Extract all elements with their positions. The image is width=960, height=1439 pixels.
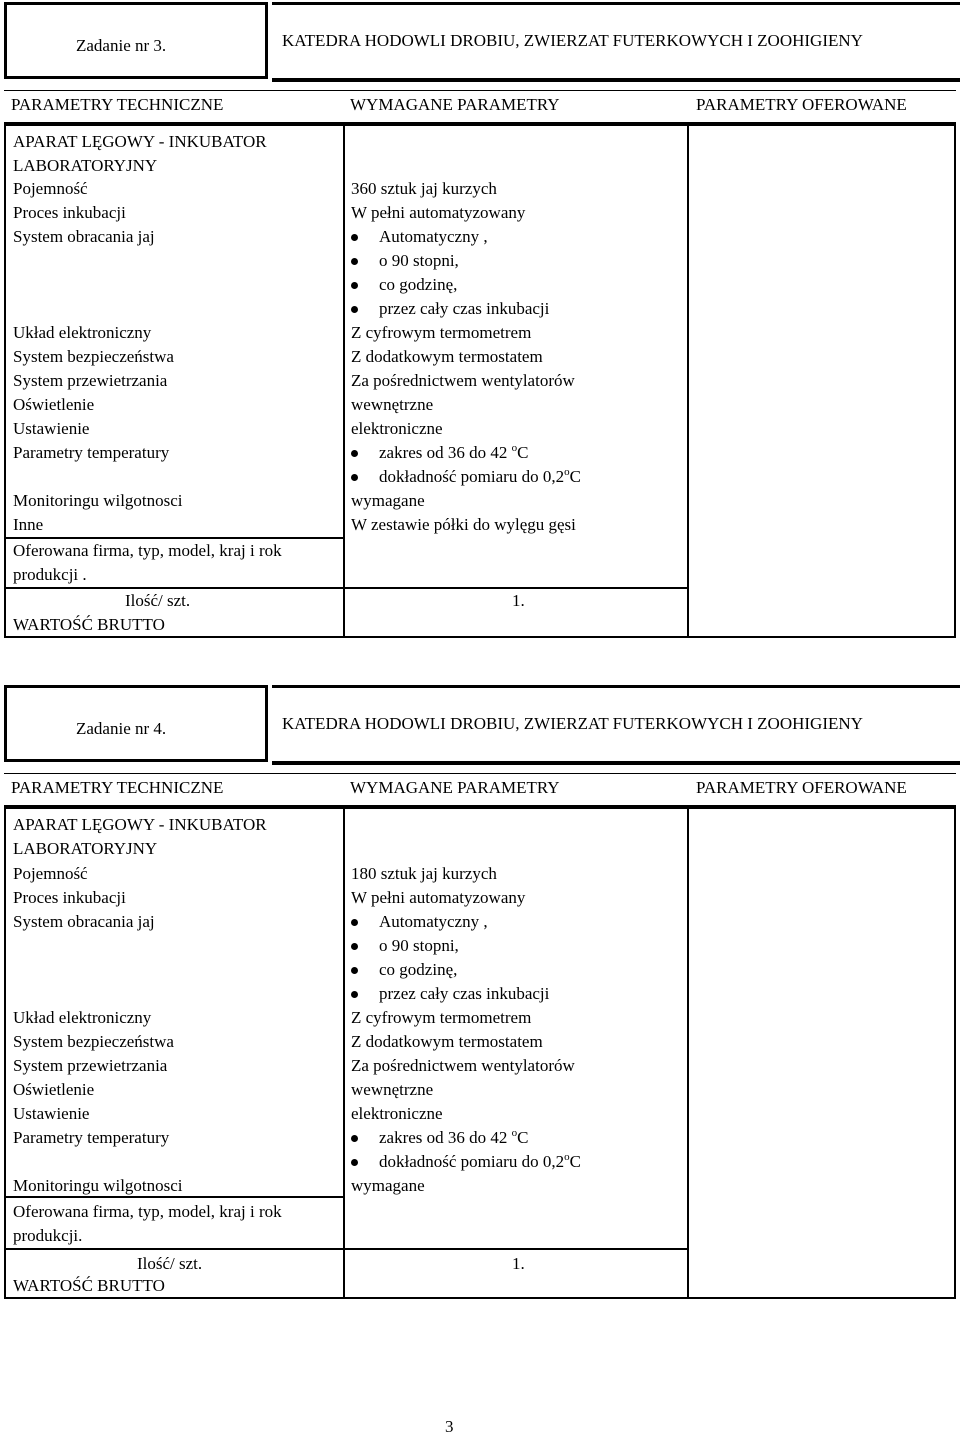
bullet-item: przez cały czas inkubacji <box>379 982 549 1006</box>
column-divider <box>343 126 345 636</box>
bullet-item-temp-accuracy: dokładność pomiaru do 0,2$^o$C <box>379 1150 581 1174</box>
param-label-bezpieczenstwo: System bezpieczeństwa <box>13 1032 174 1051</box>
param-value-przewietrzanie: Za pośrednictwem wentylatorów <box>351 371 575 390</box>
param-value-pojemnosc: 360 sztuk jaj kurzych <box>351 179 497 198</box>
param-value-ustawienie: elektroniczne <box>351 1104 443 1123</box>
page-number: 3 <box>445 1417 454 1436</box>
param-value-proces: W pełni automatyzowany <box>351 888 526 907</box>
column-header-required: WYMAGANE PARAMETRY <box>350 95 560 114</box>
department-name: KATEDRA HODOWLI DROBIU, ZWIERZAT FUTERKOWYCH I ZOOHIGIENY <box>282 31 863 50</box>
row-divider <box>6 587 687 589</box>
param-label-proces: Proces inkubacji <box>13 203 126 222</box>
bullet-item: przez cały czas inkubacji <box>379 297 549 321</box>
column-divider <box>343 809 345 1297</box>
column-header-technical: PARAMETRY TECHNICZNE <box>11 95 224 114</box>
bullet-item: co godzinę, <box>379 958 457 982</box>
param-label-obracanie: System obracania jaj <box>13 912 155 931</box>
quantity-label: Ilość/ szt. <box>137 1254 203 1273</box>
param-value-oswietlenie: wewnętrzne <box>351 395 434 414</box>
param-label-temperatura: Parametry temperatury <box>13 443 170 462</box>
param-value-bezpieczenstwo: Z dodatkowym termostatem <box>351 347 543 366</box>
param-value-oswietlenie: wewnętrzne <box>351 1080 434 1099</box>
param-label-uklad: Układ elektroniczny <box>13 1008 152 1027</box>
device-name: APARAT LĘGOWY - INKUBATOR LABORATORYJNY <box>13 132 267 175</box>
column-header-offered: PARAMETRY OFEROWANE <box>696 95 907 114</box>
bullet-item: Automatyczny , <box>379 225 488 249</box>
bullet-item: o 90 stopni, <box>379 934 459 958</box>
param-value-ustawienie: elektroniczne <box>351 419 443 438</box>
bullet-item-temp-accuracy: dokładność pomiaru do 0,2$^o$C <box>379 465 581 489</box>
param-value-proces: W pełni automatyzowany <box>351 203 526 222</box>
param-value-pojemnosc: 180 sztuk jaj kurzych <box>351 864 497 883</box>
task-number: Zadanie nr 3. <box>76 36 167 55</box>
column-divider <box>687 809 689 1297</box>
param-label-oswietlenie: Oświetlenie <box>13 1080 95 1099</box>
row-divider <box>6 1248 687 1250</box>
column-divider <box>687 126 689 636</box>
param-label-pojemnosc: Pojemność <box>13 179 88 198</box>
param-label-ustawienie: Ustawienie <box>13 1104 90 1123</box>
bullet-item-temp-range: zakres od 36 do 42 $^o$C <box>379 441 529 465</box>
gross-value-label: WARTOŚĆ BRUTTO <box>13 615 165 634</box>
bullet-item: co godzinę, <box>379 273 457 297</box>
param-label-proces: Proces inkubacji <box>13 888 126 907</box>
bullet-item: Automatyczny , <box>379 910 488 934</box>
param-value-uklad: Z cyfrowym termometrem <box>351 323 532 342</box>
param-label-ustawienie: Ustawienie <box>13 419 90 438</box>
gross-value-label: WARTOŚĆ BRUTTO <box>13 1276 165 1295</box>
quantity-label: Ilość/ szt. <box>125 591 191 610</box>
offered-company-label: Oferowana firma, typ, model, kraj i rok produkcji . <box>13 541 282 584</box>
column-header-technical: PARAMETRY TECHNICZNE <box>11 778 224 797</box>
param-label-obracanie: System obracania jaj <box>13 227 155 246</box>
param-value-przewietrzanie: Za pośrednictwem wentylatorów <box>351 1056 575 1075</box>
param-value-uklad: Z cyfrowym termometrem <box>351 1008 532 1027</box>
param-label-pojemnosc: Pojemność <box>13 864 88 883</box>
bullet-item: o 90 stopni, <box>379 249 459 273</box>
param-label-bezpieczenstwo: System bezpieczeństwa <box>13 347 174 366</box>
offered-company-label: Oferowana firma, typ, model, kraj i rok produkcji. <box>13 1202 282 1245</box>
column-header-offered: PARAMETRY OFEROWANE <box>696 778 907 797</box>
param-value-wilgotnosc: wymagane <box>351 1176 425 1195</box>
param-value-inne: W zestawie półki do wylęgu gęsi <box>351 515 576 534</box>
task-number: Zadanie nr 4. <box>76 719 167 738</box>
parameters-table <box>4 126 956 638</box>
param-label-wilgotnosc: Monitoringu wilgotnosci <box>13 1176 183 1195</box>
column-header-required: WYMAGANE PARAMETRY <box>350 778 560 797</box>
param-value-bezpieczenstwo: Z dodatkowym termostatem <box>351 1032 543 1051</box>
param-label-oswietlenie: Oświetlenie <box>13 395 95 414</box>
department-name: KATEDRA HODOWLI DROBIU, ZWIERZAT FUTERKOWYCH I ZOOHIGIENY <box>282 714 863 733</box>
device-name: APARAT LĘGOWY - INKUBATOR LABORATORYJNY <box>13 815 267 858</box>
param-value-wilgotnosc: wymagane <box>351 491 425 510</box>
param-label-przewietrzanie: System przewietrzania <box>13 1056 168 1075</box>
param-label-temperatura: Parametry temperatury <box>13 1128 170 1147</box>
param-label-inne: Inne <box>13 515 44 534</box>
param-label-wilgotnosc: Monitoringu wilgotnosci <box>13 491 183 510</box>
parameters-table <box>4 809 956 1299</box>
param-label-przewietrzanie: System przewietrzania <box>13 371 168 390</box>
param-label-uklad: Układ elektroniczny <box>13 323 152 342</box>
bullet-item-temp-range: zakres od 36 do 42 $^o$C <box>379 1126 529 1150</box>
quantity-value: 1. <box>512 591 525 610</box>
quantity-value: 1. <box>512 1254 525 1273</box>
